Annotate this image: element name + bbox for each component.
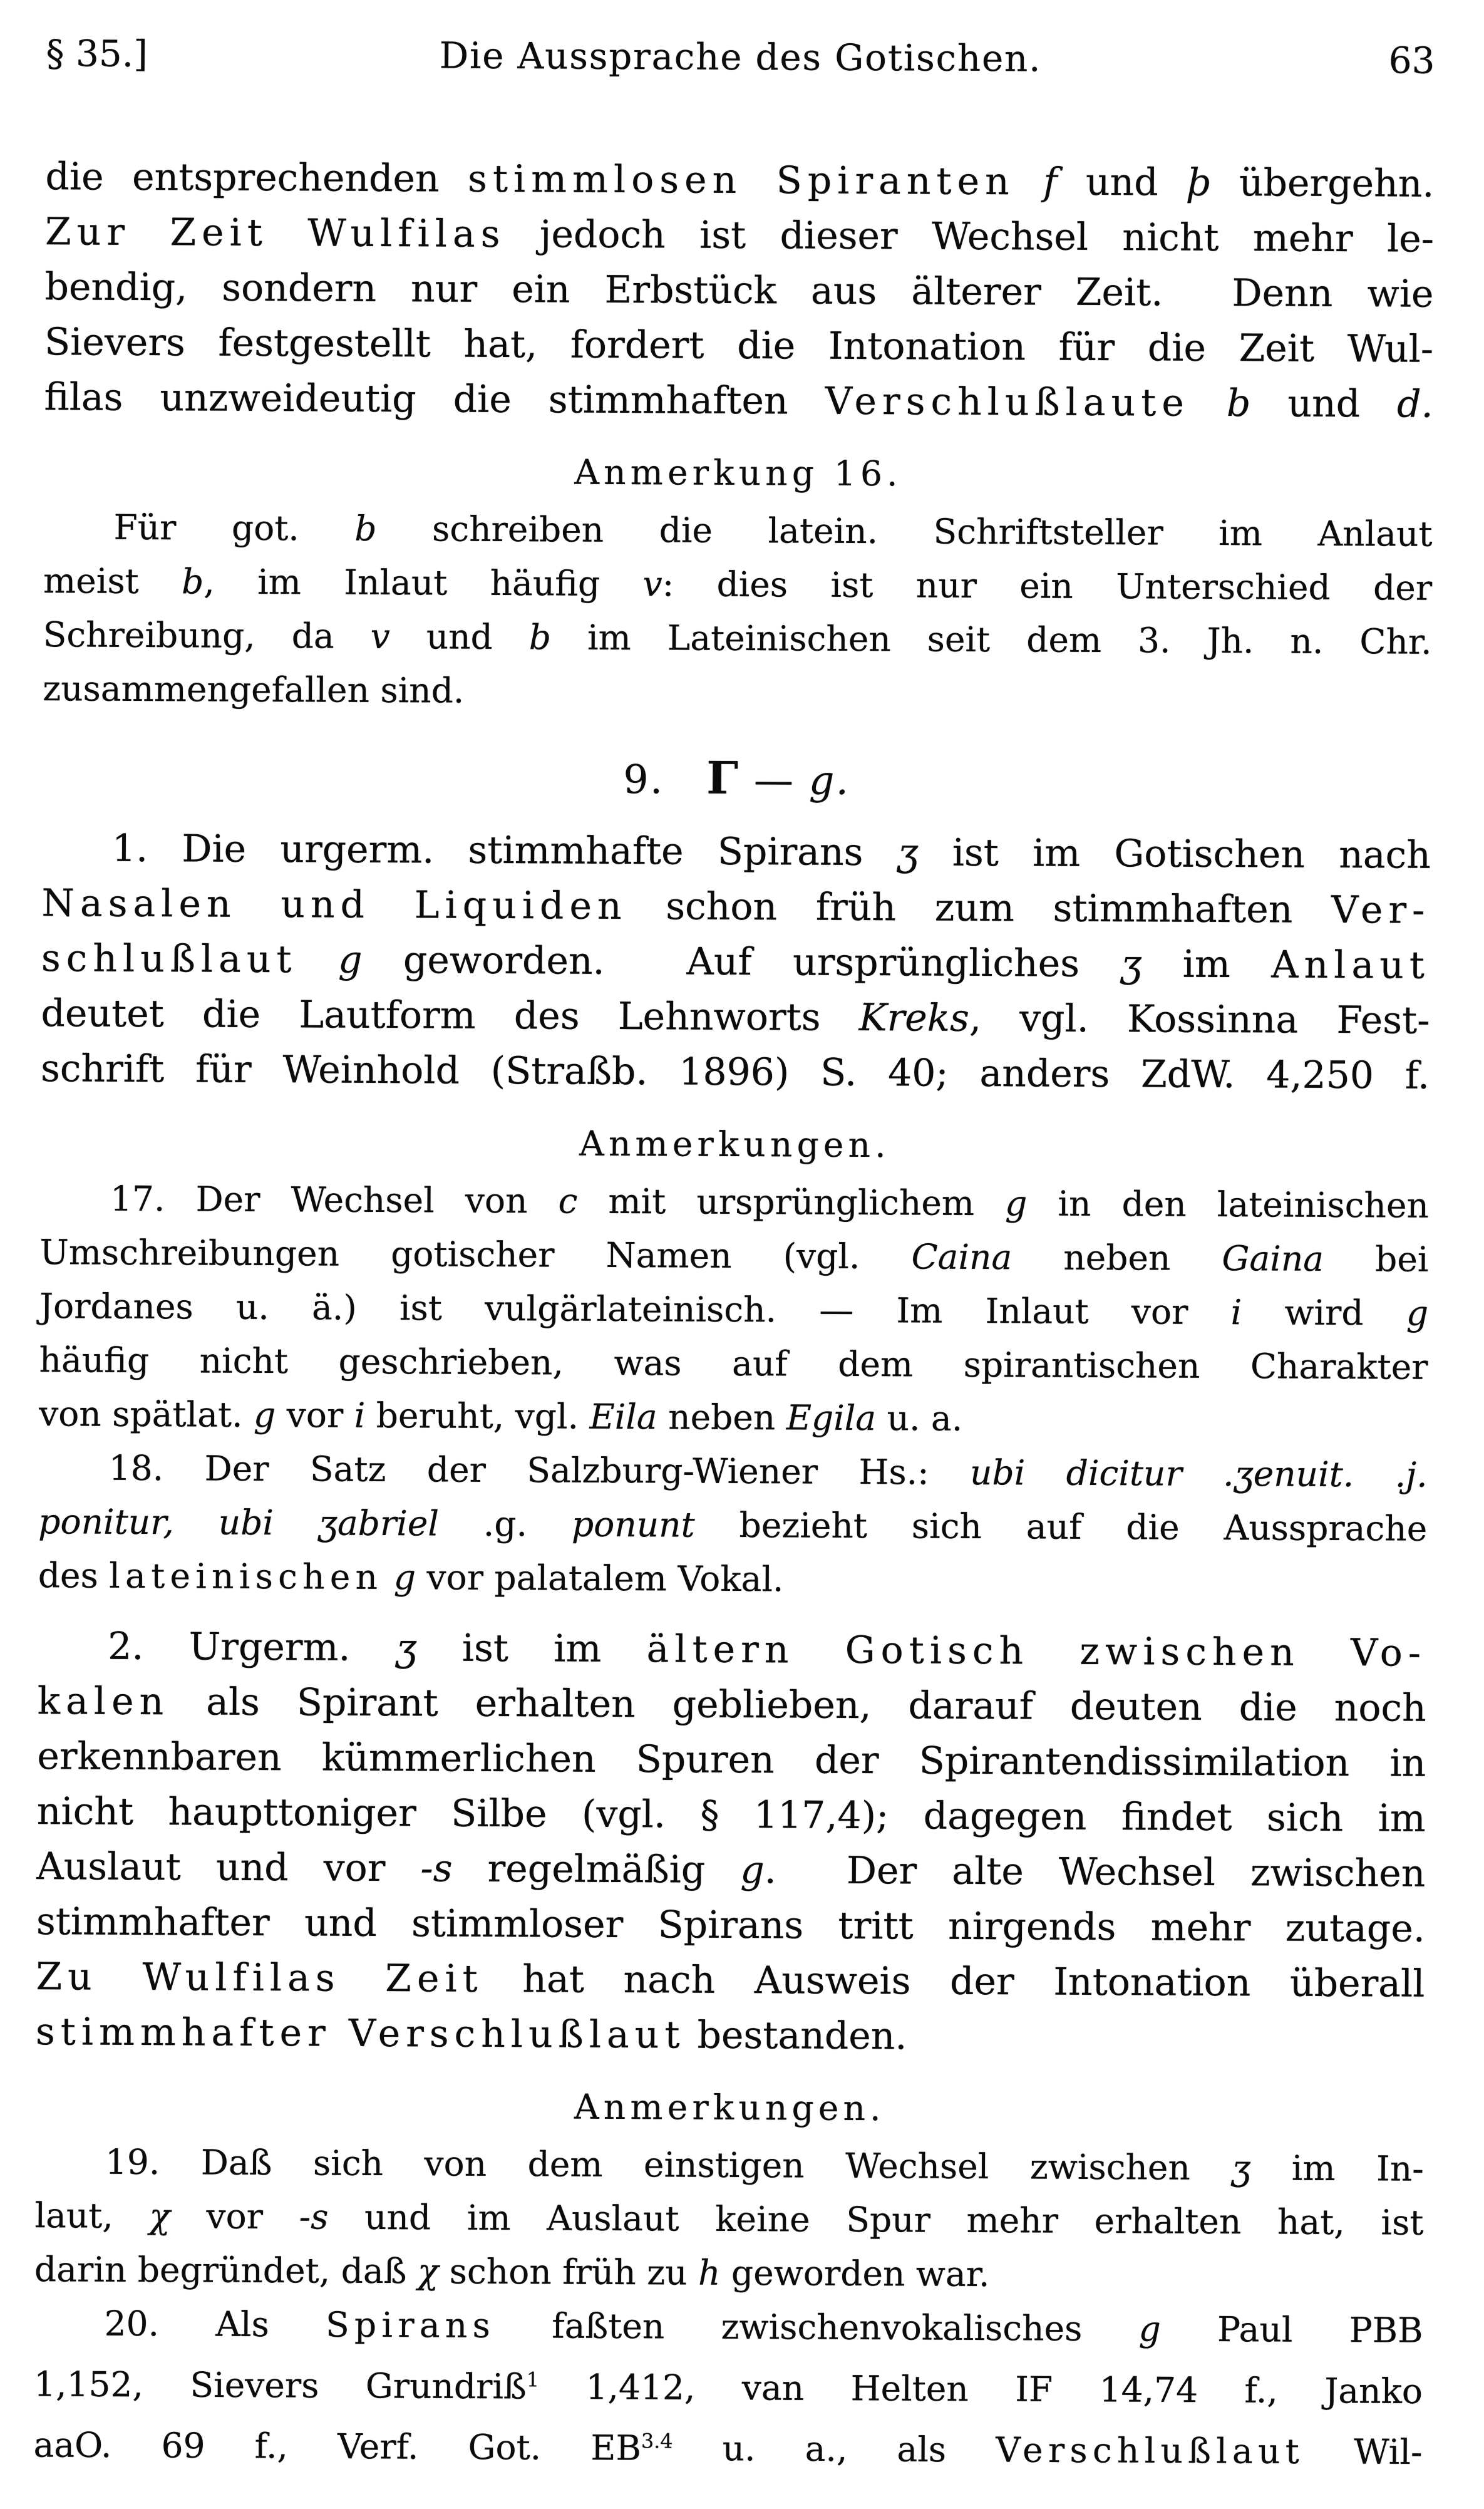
text-segment (383, 1557, 394, 1597)
text-segment: Schreibung, da (43, 614, 371, 656)
text-segment: und (389, 616, 530, 658)
text-segment: bestanden. (685, 2013, 907, 2059)
text-segment: häufig nicht geschrieben, was auf dem spirantischen Charakter (39, 1340, 1428, 1387)
text-segment: faßten zwischenvokalisches (495, 2305, 1139, 2349)
text-segment: -s (299, 2196, 329, 2237)
text-segment: bei (1323, 1238, 1429, 1280)
text-segment: nicht haupttoniger Silbe (vgl. § 117,4); dagegen findet sich im (36, 1789, 1426, 1841)
text-line (43, 661, 1431, 723)
text-segment: þ (1186, 160, 1211, 205)
text-segment: neben (657, 1397, 786, 1438)
text-segment: Sievers festgestellt hat, fordert die Intonation für die Zeit Wul- (44, 320, 1434, 371)
text-segment: deutet die Lautform des Lehnworts (41, 991, 859, 1040)
text-segment: Jordanes u. ä.) ist vulgärlateinisch. — Im Inlaut vor (39, 1286, 1231, 1333)
text-segment: b (1226, 381, 1251, 426)
text-line (36, 2004, 1425, 2067)
text-segment: . Der alte Wechsel zwischen (764, 1848, 1426, 1896)
text-segment: 1 (526, 2367, 540, 2392)
text-segment: ponitur, ubi ʒabriel (38, 1501, 440, 1544)
text-segment: vor palatalem Vokal. (415, 1557, 784, 1600)
text-segment (1015, 160, 1044, 204)
text-segment: ubi dicitur .ʒenuit. .j. (969, 1452, 1428, 1495)
text-line (41, 931, 1430, 993)
text-segment: schon früh zum stimmhaften (627, 884, 1332, 932)
section-9-heading (42, 747, 1431, 812)
text-line (34, 2188, 1423, 2250)
text-segment: als Spirant erhalten geblieben, darauf deuten die noch (169, 1680, 1426, 1730)
text-segment: ʒ (1120, 942, 1142, 986)
text-segment: laut, (34, 2195, 150, 2237)
text-segment: d. (1396, 382, 1433, 427)
text-line (39, 1279, 1428, 1340)
text-segment: b (354, 508, 377, 549)
text-segment: Ver- (1331, 887, 1431, 933)
text-line (38, 1441, 1427, 1502)
text-line (36, 1894, 1425, 1957)
text-segment: von spätlat. (38, 1394, 254, 1435)
text-line (38, 1548, 1427, 1610)
text-segment: Eila (589, 1396, 657, 1437)
text-segment: bezieht sich auf die Aussprache (694, 1504, 1428, 1549)
text-segment: χ (149, 2196, 171, 2237)
text-segment: — (739, 757, 810, 804)
text-segment: ʒ (395, 1626, 417, 1670)
anmerkung-17 (39, 1171, 1429, 1448)
text-segment: ʒ (1231, 2148, 1251, 2188)
text-segment: g (1138, 2309, 1161, 2349)
anmerkung-19 (34, 2134, 1424, 2304)
text-segment: hat nach Ausweis der Intonation überall (483, 1957, 1425, 2006)
text-segment: ist im Gotischen nach (918, 830, 1431, 877)
text-segment: ist im (416, 1626, 647, 1672)
text-segment: , vgl. Kossinna Fest- (969, 996, 1430, 1043)
page-header (46, 28, 1435, 86)
text-segment: g (1004, 1183, 1028, 1224)
text-segment: mit ursprünglichem (577, 1181, 1006, 1224)
text-segment: 9. (623, 757, 707, 803)
text-line (44, 370, 1433, 432)
text-line (36, 1949, 1425, 2012)
text-segment: im In- (1250, 2148, 1425, 2189)
text-segment: Für got. (113, 507, 355, 549)
text-segment: vor (170, 2196, 299, 2237)
text-segment: c (558, 1181, 578, 1221)
section-9-item-2 (36, 1618, 1427, 2067)
text-segment: ältern Gotisch zwischen Vo- (646, 1627, 1427, 1675)
text-segment: i (1230, 1292, 1242, 1333)
text-segment: g. (808, 757, 850, 804)
text-segment: schlußlaut (41, 936, 297, 982)
text-segment: Umschreibungen gotischer Namen (vgl. (39, 1232, 912, 1277)
text-segment: in den lateinischen (1027, 1183, 1430, 1226)
text-line (43, 554, 1432, 615)
text-segment: 1. Die urgerm. stimmhafte Spirans (111, 826, 897, 875)
section-marker: § 35.] (46, 32, 148, 76)
text-segment: geworden war. (720, 2252, 990, 2295)
text-segment: Anmerkungen. (579, 1123, 890, 1166)
text-segment: 3.4 (641, 2429, 673, 2453)
text-segment: Anlaut (1271, 943, 1431, 988)
text-segment: Caina (911, 1236, 1013, 1278)
text-line (39, 1387, 1428, 1448)
text-line (41, 1041, 1430, 1104)
text-segment: filas unzweideutig die stimmhaften (44, 375, 825, 423)
anmerkungen-heading-2 (35, 2083, 1424, 2132)
anmerkung-18 (38, 1441, 1428, 1610)
text-segment: 17. Der Wechsel von (110, 1178, 559, 1221)
anmerkung-16-heading (44, 448, 1433, 497)
text-segment: Verschlußlaut (996, 2429, 1305, 2472)
text-segment: u. a. (875, 1398, 963, 1439)
text-segment: .g. (438, 1503, 572, 1544)
text-line (45, 204, 1434, 267)
text-segment: h (698, 2252, 721, 2293)
text-segment: kalen (37, 1679, 170, 1724)
text-segment: -s (420, 1846, 453, 1891)
text-segment: g (338, 938, 363, 982)
text-segment: ʒ (897, 830, 919, 875)
page-body (33, 149, 1434, 2479)
text-line (43, 608, 1431, 669)
text-segment: g (740, 1848, 765, 1893)
text-line (41, 986, 1430, 1048)
text-segment: i (354, 1395, 366, 1436)
text-segment: bendig, sondern nur ein Erbstück aus älterer Zeit. Denn wie (44, 265, 1434, 316)
text-line (34, 2242, 1423, 2304)
text-segment: meist (43, 561, 182, 602)
text-segment: Anmerkungen. (574, 2086, 885, 2129)
text-line (42, 820, 1431, 883)
text-line (37, 1729, 1426, 1791)
text-line (34, 2296, 1423, 2357)
text-line (44, 314, 1433, 377)
text-segment: Γ (706, 751, 740, 804)
text-segment: 20. Als (104, 2303, 326, 2345)
text-segment: des (38, 1555, 110, 1596)
text-segment: vor (276, 1395, 354, 1436)
text-segment: und (1250, 381, 1398, 427)
text-segment: g (253, 1394, 276, 1436)
text-segment: neben (1012, 1237, 1222, 1279)
page-number: 63 (1388, 39, 1435, 82)
text-segment: darin begründet, daß (34, 2249, 418, 2292)
text-line (33, 2411, 1422, 2479)
text-segment: aaO. 69 f., Verf. Got. EB (33, 2424, 642, 2468)
anmerkung-20 (33, 2296, 1423, 2479)
text-segment: zusammengefallen sind. (43, 668, 465, 711)
text-line (39, 1333, 1428, 1394)
text-segment: ponunt (571, 1504, 695, 1545)
text-segment: regelmäßig (452, 1846, 741, 1893)
text-segment: Paul PBB (1160, 2309, 1423, 2351)
text-segment: im (1141, 942, 1272, 987)
text-segment: b (528, 617, 552, 658)
text-segment: stimmlosen Spiranten (467, 157, 1015, 204)
text-segment: 18. Der Satz der Salzburg-Wiener Hs.: (108, 1447, 971, 1492)
text-segment: und im Auslaut keine Spur mehr erhalten hat, ist (328, 2196, 1424, 2243)
text-segment (1190, 381, 1227, 425)
text-segment: χ (417, 2251, 439, 2292)
text-line (37, 1784, 1426, 1846)
text-line (41, 876, 1430, 938)
text-segment: : dies ist nur ein Unterschied der (662, 564, 1433, 608)
text-segment: stimmhafter und stimmloser Spirans tritt nirgends mehr zutage. (36, 1900, 1426, 1951)
text-segment: 1,152, Sievers Grundriß (33, 2364, 527, 2407)
text-segment: u. a., als (672, 2428, 996, 2470)
text-line (45, 149, 1434, 212)
text-segment: wird (1242, 1292, 1406, 1333)
text-segment: jedoch ist dieser Wechsel nicht mehr le- (505, 212, 1435, 261)
text-line (38, 1618, 1426, 1681)
paragraph-b-continuation (44, 149, 1434, 432)
text-segment: Egila (786, 1397, 877, 1439)
text-line (36, 1839, 1425, 1901)
text-segment: übergehn. (1210, 160, 1435, 206)
text-segment: Nasalen und Liquiden (41, 881, 627, 929)
text-segment: erkennbaren kümmerlichen Spuren der Spirantendissimilation in (37, 1734, 1426, 1786)
text-line (34, 2350, 1423, 2418)
text-line (44, 259, 1433, 322)
text-segment: Auslaut und vor (36, 1844, 421, 1891)
text-segment: 1,412, van Helten IF 14,74 f., Janko (538, 2366, 1423, 2412)
text-segment: schreiben die latein. Schriftsteller im Anlaut (376, 508, 1433, 554)
text-segment: Zur Zeit Wulfilas (44, 210, 506, 257)
text-segment: Gaina (1222, 1238, 1324, 1279)
text-segment: geworden. Auf ursprüngliches (362, 938, 1121, 986)
text-segment: 2. Urgerm. (108, 1624, 396, 1670)
text-segment: und (1057, 160, 1187, 205)
text-segment: , im Inlaut häufig (204, 561, 643, 604)
text-line (35, 2134, 1424, 2196)
section-9-item-1 (41, 820, 1431, 1104)
text-segment: Anmerkung 16. (574, 452, 902, 494)
text-segment: g (393, 1557, 416, 1598)
text-segment: schrift für Weinhold (Straßb. 1896) S. 40; anders ZdW. 4,250 f. (40, 1047, 1430, 1098)
text-segment: beruht, vgl. (365, 1395, 590, 1437)
text-segment: v (370, 616, 390, 657)
text-line (39, 1225, 1428, 1286)
text-line (38, 1494, 1427, 1556)
text-segment: Zu Wulfilas Zeit (36, 1955, 483, 2001)
text-segment: 19. Daß sich von dem einstigen Wechsel zwischen (105, 2141, 1232, 2188)
text-segment: f (1043, 160, 1058, 204)
text-segment (297, 938, 338, 981)
running-title: Die Aussprache des Gotischen. (439, 34, 1042, 80)
text-segment: Kreks (858, 996, 970, 1040)
text-segment: schon früh zu (438, 2251, 699, 2293)
text-segment: b (181, 561, 204, 602)
anmerkung-16-text (43, 500, 1433, 723)
text-line (38, 1674, 1426, 1736)
text-segment: stimmhafter Verschlußlaut (35, 2010, 686, 2057)
text-segment: Wil- (1304, 2431, 1423, 2473)
text-segment: die entsprechenden (45, 155, 468, 201)
text-segment: Verschlußlaute (825, 379, 1190, 425)
text-line (40, 1171, 1429, 1233)
anmerkungen-heading-1 (40, 1120, 1429, 1169)
text-line (43, 500, 1432, 561)
text-segment: Spirans (325, 2304, 496, 2346)
text-segment: v (642, 564, 662, 604)
text-segment: im Lateinischen seit dem 3. Jh. n. Chr. (550, 617, 1432, 662)
text-segment: lateinischen (109, 1555, 383, 1598)
text-segment: g (1406, 1293, 1429, 1333)
